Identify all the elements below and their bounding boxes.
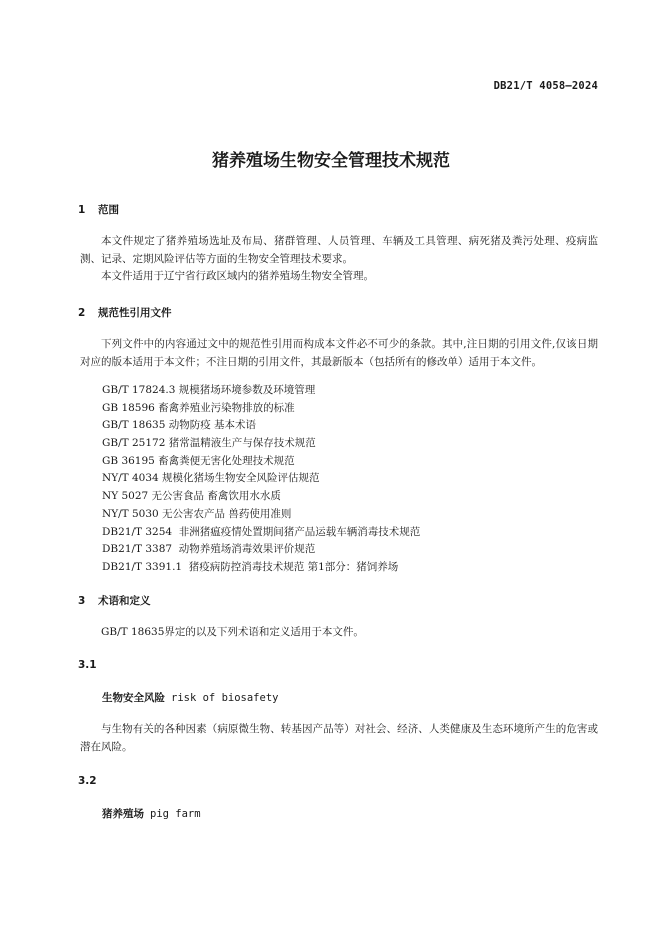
section-1-paragraph-2: 本文件适用于辽宁省行政区域内的猪养殖场生物安全管理。 [101, 270, 374, 282]
term-3-2-number: 3.2 [78, 775, 97, 787]
reference-item: GB 18596 畜禽养殖业污染物排放的标准 [102, 401, 295, 414]
reference-item: NY 5027 无公害食品 畜禽饮用水水质 [102, 490, 281, 503]
reference-item: NY/T 4034 规模化猪场生物安全风险评估规范 [102, 472, 320, 485]
term-3-1-number: 3.1 [78, 659, 97, 671]
document-title: 猪养殖场生物安全管理技术规范 [212, 151, 450, 171]
reference-item: DB21/T 3387 动物养殖场消毒效果评价规范 [102, 543, 316, 556]
term-zh: 猪养殖场 [102, 808, 144, 820]
reference-item: GB/T 25172 猪常温精液生产与保存技术规范 [102, 437, 316, 450]
section-2-heading [78, 305, 172, 320]
reference-item: DB21/T 3391.1 猪疫病防控消毒技术规范 第1部分：猪饲养场 [102, 560, 399, 573]
section-number: 3 [78, 595, 86, 607]
section-title: 范围 [98, 204, 119, 216]
document-code: DB21/T 4058—2024 [493, 80, 598, 92]
section-number: 2 [78, 307, 86, 319]
section-2-paragraph-1: 下列文件中的内容通过文中的规范性引用而构成本文件必不可少的条款。其中,注日期的引用文件,仅该日期对应的版本适用于本文件；不注日期的引用文件，其最新版本（包括所有的修改单）适用于本文件。 [80, 338, 598, 368]
term-3-1 [102, 690, 278, 705]
term-zh: 生物安全风险 [102, 692, 165, 704]
section-3-paragraph-1: GB/T 18635界定的以及下列术语和定义适用于本文件。 [101, 626, 364, 638]
section-title: 规范性引用文件 [98, 307, 172, 319]
reference-list [102, 382, 420, 577]
section-1-paragraph-1: 本文件规定了猪养殖场选址及布局、猪群管理、人员管理、车辆及工具管理、病死猪及粪污处理、疫病监测、记录、定期风险评估等方面的生物安全管理技术要求。 [80, 235, 598, 265]
section-3-heading [78, 593, 151, 608]
reference-item: NY/T 5030 无公害农产品 兽药使用准则 [102, 507, 292, 520]
reference-item: GB 36195 畜禽粪便无害化处理技术规范 [102, 454, 295, 467]
reference-item: GB/T 18635 动物防疫 基本术语 [102, 419, 257, 432]
section-title: 术语和定义 [98, 595, 151, 607]
reference-item: GB/T 17824.3 规模猪场环境参数及环境管理 [102, 384, 316, 396]
section-1-heading [78, 202, 119, 217]
term-en: pig farm [150, 808, 201, 820]
term-en: risk of biosafety [171, 692, 279, 704]
reference-item: DB21/T 3254 非洲猪瘟疫情处置期间猪产品运载车辆消毒技术规范 [102, 525, 421, 538]
term-3-1-definition: 与生物有关的各种因素（病原微生物、转基因产品等）对社会、经济、人类健康及生态环境所产生的危害或潜在风险。 [80, 723, 598, 753]
section-number: 1 [78, 204, 86, 216]
term-3-2 [102, 806, 201, 821]
